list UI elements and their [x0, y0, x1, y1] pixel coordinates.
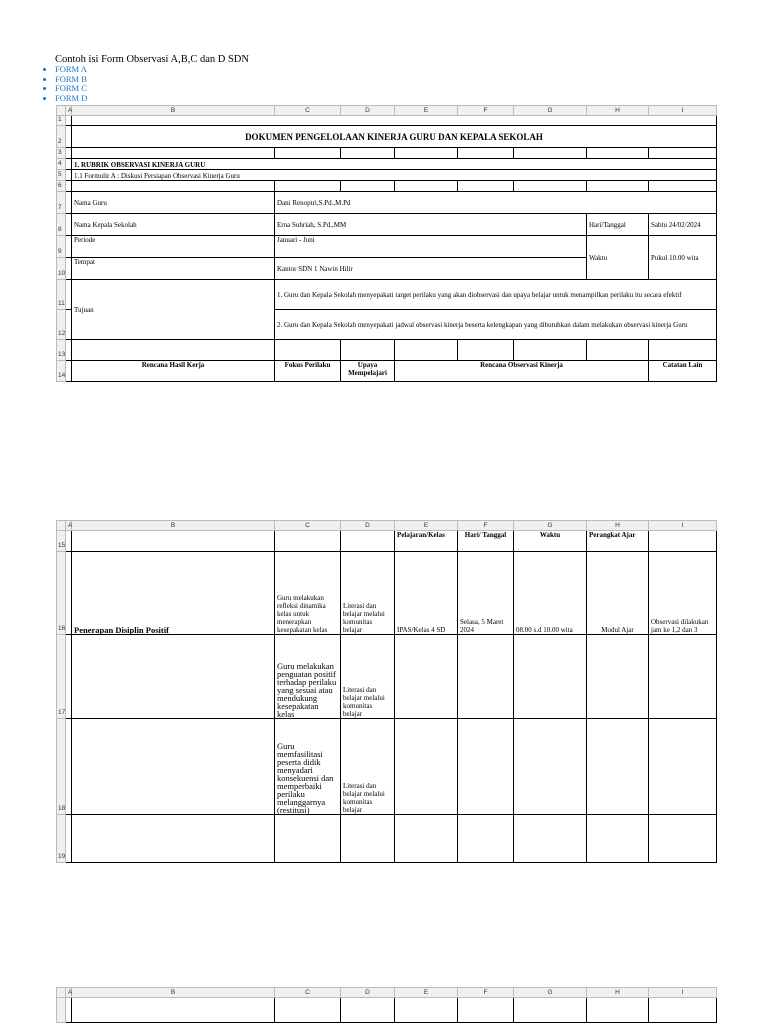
- sheet-row: [57, 214, 717, 236]
- perangkat-ajar-header[interactable]: Perangkat Ajar: [587, 531, 649, 552]
- cell[interactable]: [275, 181, 341, 192]
- row-number[interactable]: 3: [57, 148, 66, 159]
- fokus-perilaku-header[interactable]: Fokus Perilaku: [275, 361, 341, 382]
- hari-tanggal-value[interactable]: Sabtu 24/02/2024: [649, 214, 717, 236]
- tempat-label[interactable]: Tempat: [72, 258, 275, 280]
- cell[interactable]: [649, 340, 717, 361]
- nama-guru-value[interactable]: Dani Renoptri,S.Pd.,M.Pd: [275, 192, 717, 214]
- cell[interactable]: [395, 148, 458, 159]
- cell[interactable]: [72, 719, 275, 815]
- cell[interactable]: [341, 998, 395, 1023]
- cell[interactable]: [395, 181, 458, 192]
- col-header-d[interactable]: D: [341, 521, 395, 531]
- cell[interactable]: [458, 148, 514, 159]
- cell[interactable]: [649, 531, 717, 552]
- col-header-h[interactable]: H: [587, 106, 649, 116]
- sheet-row: [57, 181, 717, 192]
- cell[interactable]: [587, 719, 649, 815]
- cell[interactable]: [649, 815, 717, 863]
- cell[interactable]: [72, 531, 275, 552]
- row-number[interactable]: 2: [57, 126, 66, 148]
- cell[interactable]: [649, 998, 717, 1023]
- cell[interactable]: [395, 815, 458, 863]
- form-a-link[interactable]: FORM A: [55, 64, 87, 74]
- cell[interactable]: [72, 340, 275, 361]
- sheet-row: [57, 531, 717, 552]
- cell[interactable]: [458, 635, 514, 719]
- upaya-mempelajari-header[interactable]: Upaya Mempelajari: [341, 361, 395, 382]
- row-number[interactable]: 8: [57, 214, 66, 236]
- cell[interactable]: [587, 815, 649, 863]
- upaya-mempelajari-cell[interactable]: Literasi dan belajar melalui komunitas belajar: [341, 635, 395, 719]
- form-c-link[interactable]: FORM C: [55, 83, 87, 93]
- row-number[interactable]: 13: [57, 340, 66, 361]
- cell[interactable]: [587, 340, 649, 361]
- catatan-lain-cell[interactable]: Observasi dilakukan jam ke 1,2 dan 3: [649, 552, 717, 635]
- tujuan-label[interactable]: Tujuan: [72, 280, 275, 340]
- sheet-row: [57, 635, 717, 719]
- sheet-3-table: [56, 987, 717, 1023]
- rubric-heading[interactable]: 1. RUBRIK OBSERVASI KINERJA GURU: [72, 159, 717, 170]
- column-header-row: [57, 988, 717, 998]
- form-b-link[interactable]: FORM B: [55, 73, 87, 84]
- cell[interactable]: [66, 310, 72, 340]
- col-header-a[interactable]: A: [66, 521, 72, 531]
- col-header-d[interactable]: D: [341, 988, 395, 998]
- cell[interactable]: [275, 998, 341, 1023]
- cell[interactable]: [587, 181, 649, 192]
- col-header-e[interactable]: E: [395, 521, 458, 531]
- sheet-row: [57, 126, 717, 148]
- document-title[interactable]: DOKUMEN PENGELOLAAN KINERJA GURU DAN KEPALA SEKOLAH: [72, 126, 717, 148]
- upaya-mempelajari-cell[interactable]: Literasi dan belajar melalui komunitas belajar: [341, 552, 395, 635]
- rencana-hasil-kerja-cell[interactable]: Penerapan Disiplin Positif: [72, 552, 275, 635]
- col-header-h[interactable]: H: [587, 521, 649, 531]
- rencana-hasil-kerja-header[interactable]: Rencana Hasil Kerja: [72, 361, 275, 382]
- catatan-lain-header[interactable]: Catatan Lain: [649, 361, 717, 382]
- upaya-mempelajari-cell[interactable]: Literasi dan belajar melalui komunitas belajar: [341, 719, 395, 815]
- col-header-f[interactable]: F: [458, 988, 514, 998]
- col-header-a[interactable]: A: [66, 106, 72, 116]
- cell[interactable]: [587, 635, 649, 719]
- tujuan-item-2[interactable]: 2. Guru dan Kepala Sekolah menyepakati jadwal observasi kinerja beserta kelengkapan yang dibutuhkan dalam melakukan observasi kinerja Guru: [275, 310, 717, 340]
- form-subheading[interactable]: 1.1 Formulir A : Diskusi Persiapan Observasi Kinerja Guru: [72, 170, 717, 181]
- cell[interactable]: [341, 148, 395, 159]
- cell[interactable]: [514, 181, 587, 192]
- tempat-value[interactable]: Kantor SDN 1 Nawin Hilir: [275, 258, 587, 280]
- col-header-i[interactable]: I: [649, 106, 717, 116]
- col-header-f[interactable]: F: [458, 521, 514, 531]
- form-d-link-item[interactable]: [55, 94, 87, 104]
- nama-guru-label[interactable]: Nama Guru: [72, 192, 275, 214]
- cell[interactable]: [72, 815, 275, 863]
- sheet-row: [57, 236, 717, 258]
- corner-cell: [57, 521, 66, 531]
- hari-tanggal-cell[interactable]: Selasa, 5 Maret 2024: [458, 552, 514, 635]
- fokus-perilaku-cell[interactable]: Guru memfasilitasi peserta didik menyadari konsekuensi dan memperbaiki perilaku melanggarnya (restitusi): [275, 719, 341, 815]
- form-link-list: [41, 65, 87, 103]
- cell[interactable]: [458, 998, 514, 1023]
- hari-tanggal-label[interactable]: Hari/Tanggal: [587, 214, 649, 236]
- page-title: Contoh isi Form Observasi A,B,C dan D SDN: [55, 54, 249, 65]
- cell[interactable]: [275, 531, 341, 552]
- row-number[interactable]: 14: [57, 361, 66, 382]
- row-number[interactable]: 6: [57, 181, 66, 192]
- col-header-b[interactable]: B: [72, 988, 275, 998]
- cell[interactable]: [72, 181, 275, 192]
- col-header-d[interactable]: D: [341, 106, 395, 116]
- pelajaran-kelas-header[interactable]: Pelajaran/Kelas: [395, 531, 458, 552]
- col-header-g[interactable]: G: [514, 988, 587, 998]
- col-header-a[interactable]: A: [66, 988, 72, 998]
- cell[interactable]: [341, 531, 395, 552]
- sheet-row: [57, 998, 717, 1023]
- row-number[interactable]: [57, 998, 66, 1023]
- cell[interactable]: [72, 998, 275, 1023]
- sheet-2-table: [56, 520, 717, 863]
- tujuan-item-1[interactable]: 1. Guru dan Kepala Sekolah menyepakati target perilaku yang akan diobservasi dan upaya belajar untuk menampilkan perilaku itu secara efektif: [275, 280, 717, 310]
- waktu-header[interactable]: Waktu: [514, 531, 587, 552]
- cell[interactable]: [275, 815, 341, 863]
- col-header-e[interactable]: E: [395, 106, 458, 116]
- cell[interactable]: [72, 635, 275, 719]
- col-header-f[interactable]: F: [458, 106, 514, 116]
- cell[interactable]: [514, 340, 587, 361]
- row-number[interactable]: 18: [57, 719, 66, 815]
- col-header-b[interactable]: B: [72, 521, 275, 531]
- col-header-g[interactable]: G: [514, 521, 587, 531]
- sheet-row: [57, 552, 717, 635]
- row-number[interactable]: 10: [57, 258, 66, 280]
- sheet-row: [57, 719, 717, 815]
- sheet-1-table: [56, 105, 717, 382]
- col-header-i[interactable]: I: [649, 988, 717, 998]
- perangkat-ajar-cell[interactable]: Modul Ajar: [587, 552, 649, 635]
- cell[interactable]: [587, 148, 649, 159]
- waktu-cell[interactable]: 08.00 s.d 10.00 wita: [514, 552, 587, 635]
- waktu-value[interactable]: Pukul 10.00 wita: [649, 236, 717, 280]
- cell[interactable]: [458, 815, 514, 863]
- cell[interactable]: [275, 148, 341, 159]
- sheet-row: [57, 815, 717, 863]
- row-number[interactable]: 11: [57, 280, 66, 310]
- cell[interactable]: [514, 815, 587, 863]
- cell[interactable]: [395, 340, 458, 361]
- hari-tanggal-header[interactable]: Hari/ Tanggal: [458, 531, 514, 552]
- row-number[interactable]: 12: [57, 310, 66, 340]
- row-number[interactable]: 17: [57, 635, 66, 719]
- nama-kepala-sekolah-value[interactable]: Erna Suhriah, S.Pd.,MM: [275, 214, 587, 236]
- row-number[interactable]: 7: [57, 192, 66, 214]
- cell[interactable]: [395, 998, 458, 1023]
- row-number[interactable]: 19: [57, 815, 66, 863]
- col-header-c[interactable]: C: [275, 988, 341, 998]
- cell[interactable]: [514, 148, 587, 159]
- cell[interactable]: [275, 340, 341, 361]
- fokus-perilaku-cell[interactable]: Guru melakukan refleksi dinamika kelas untuk menerapkan kesepakatan kelas: [275, 552, 341, 635]
- row-number[interactable]: 16: [57, 552, 66, 635]
- sheet-row: [57, 280, 717, 310]
- cell[interactable]: [395, 635, 458, 719]
- cell[interactable]: [649, 719, 717, 815]
- cell[interactable]: [458, 181, 514, 192]
- rencana-observasi-header[interactable]: Rencana Observasi Kinerja: [395, 361, 649, 382]
- cell[interactable]: [458, 340, 514, 361]
- sheet-row: [57, 116, 717, 126]
- row-number[interactable]: 9: [57, 236, 66, 258]
- col-header-i[interactable]: I: [649, 521, 717, 531]
- col-header-g[interactable]: G: [514, 106, 587, 116]
- sheet-row: [57, 170, 717, 181]
- col-header-b[interactable]: B: [72, 106, 275, 116]
- cell[interactable]: [72, 148, 275, 159]
- col-header-e[interactable]: E: [395, 988, 458, 998]
- row-number[interactable]: 15: [57, 531, 66, 552]
- pelajaran-kelas-cell[interactable]: IPAS/Kelas 4 SD: [395, 552, 458, 635]
- row-number[interactable]: 5: [57, 170, 66, 181]
- cell[interactable]: [341, 181, 395, 192]
- row-number[interactable]: 1: [57, 116, 66, 126]
- cell[interactable]: [649, 148, 717, 159]
- sheet-row: [57, 340, 717, 361]
- periode-value[interactable]: Januari - Juni: [275, 236, 587, 258]
- waktu-label[interactable]: Waktu: [587, 236, 649, 280]
- sheet-row: [57, 148, 717, 159]
- form-d-link[interactable]: FORM D: [55, 92, 88, 103]
- column-header-row: [57, 521, 717, 531]
- fokus-perilaku-cell[interactable]: Guru melakukan penguatan positif terhadap perilaku yang sesuai atau mendukung kesepakatan kelas: [275, 635, 341, 719]
- col-header-h[interactable]: H: [587, 988, 649, 998]
- periode-label[interactable]: Periode: [72, 236, 275, 258]
- row-number[interactable]: 4: [57, 159, 66, 170]
- sheet-row: [57, 361, 717, 382]
- sheet-row: [57, 192, 717, 214]
- corner-cell: [57, 988, 66, 998]
- cell[interactable]: [514, 998, 587, 1023]
- col-header-c[interactable]: C: [275, 106, 341, 116]
- cell[interactable]: [458, 719, 514, 815]
- sheet-row: [57, 159, 717, 170]
- col-header-c[interactable]: C: [275, 521, 341, 531]
- cell[interactable]: [341, 340, 395, 361]
- cell[interactable]: [72, 116, 717, 126]
- column-header-row: [57, 106, 717, 116]
- cell[interactable]: [587, 998, 649, 1023]
- nama-kepala-sekolah-label[interactable]: Nama Kepala Sekolah: [72, 214, 275, 236]
- cell[interactable]: [649, 635, 717, 719]
- cell[interactable]: [341, 815, 395, 863]
- cell[interactable]: [649, 181, 717, 192]
- cell[interactable]: [514, 719, 587, 815]
- corner-cell: [57, 106, 66, 116]
- cell[interactable]: [514, 635, 587, 719]
- cell[interactable]: [395, 719, 458, 815]
